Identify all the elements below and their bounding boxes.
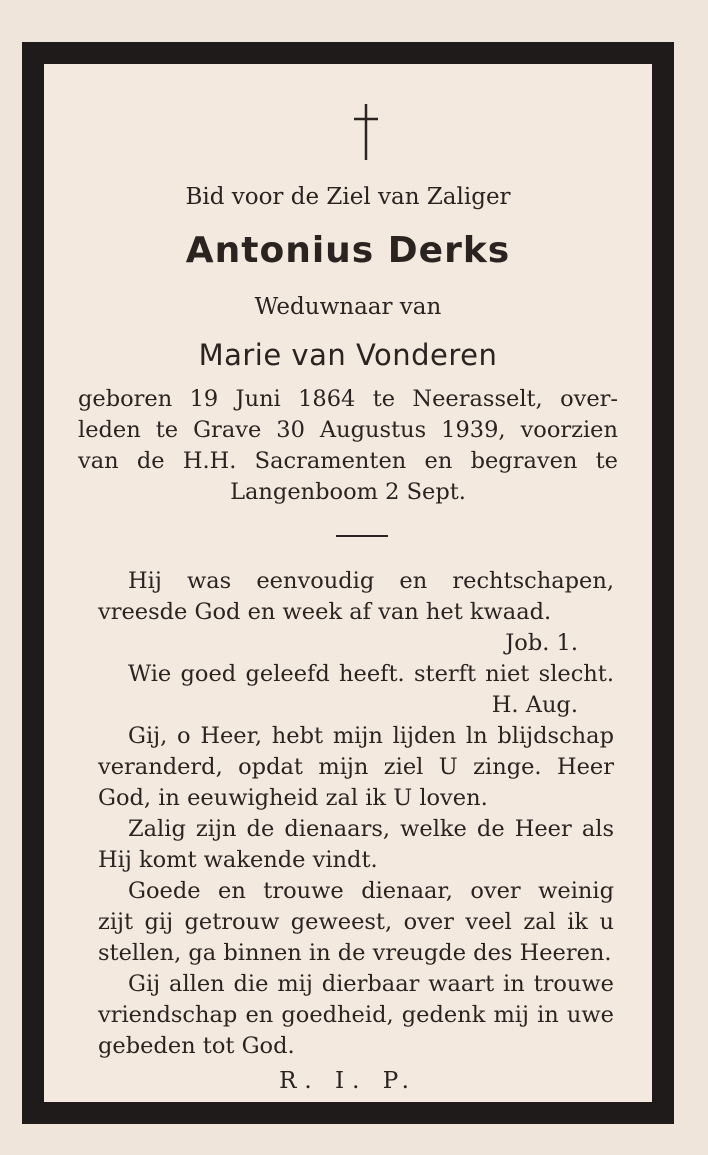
text-paragraph (98, 659, 614, 721)
black-border-frame (22, 42, 674, 1124)
bio-line: leden te Grave 30 Augustus 1939, voorzien (78, 417, 618, 443)
card-content (44, 64, 652, 1102)
text-line: vreesde God en week af van het kwaad. (98, 599, 552, 625)
spouse-name: Marie van Vonderen (198, 338, 498, 372)
text-line: veranderd, opdat mijn ziel U zinge. Heer (98, 754, 614, 780)
text-paragraph (98, 721, 614, 814)
divider-rule (336, 535, 388, 537)
text-source: H. Aug. (491, 692, 578, 718)
rip-closing: R. I. P. (279, 1068, 417, 1094)
text-line: Zalig zijn de dienaars, welke de Heer als (128, 816, 614, 842)
text-line: Goede en trouwe dienaar, over weinig (128, 878, 614, 904)
text-paragraph (98, 969, 614, 1062)
bio-line: van de H.H. Sacramenten en begraven te (78, 448, 618, 474)
text-line: zijt gij getrouw geweest, over veel zal ik u (98, 909, 614, 935)
text-line: Gij, o Heer, hebt mijn lijden ln blijdschap (128, 723, 614, 749)
text-line: Hij komt wakende vindt. (98, 847, 378, 873)
biography (78, 384, 618, 508)
text-paragraph (98, 566, 614, 659)
relation-text: Weduwnaar van (254, 294, 442, 320)
text-line: gebeden tot God. (98, 1033, 295, 1059)
text-source: Job. 1. (505, 630, 578, 656)
text-line: Wie goed geleefd heeft. sterft niet slecht. (128, 661, 614, 687)
text-line: Hij was eenvoudig en rechtschapen, (128, 568, 614, 594)
text-paragraph (98, 814, 614, 876)
text-paragraph (98, 876, 614, 969)
intro-text: Bid voor de Ziel van Zaliger (185, 184, 511, 210)
text-line: stellen, ga binnen in de vreugde des Heeren. (98, 940, 612, 966)
bio-line: Langenboom 2 Sept. (230, 479, 466, 505)
cross-icon (344, 102, 388, 162)
text-line: Gij allen die mij dierbaar waart in trouwe (128, 971, 614, 997)
deceased-name: Antonius Derks (185, 230, 511, 271)
scripture-texts (98, 566, 614, 1062)
bio-line: geboren 19 Juni 1864 te Neerasselt, over- (78, 386, 618, 412)
text-line: God, in eeuwigheid zal ik U loven. (98, 785, 488, 811)
text-line: vriendschap en goedheid, gedenk mij in uwe (98, 1002, 614, 1028)
